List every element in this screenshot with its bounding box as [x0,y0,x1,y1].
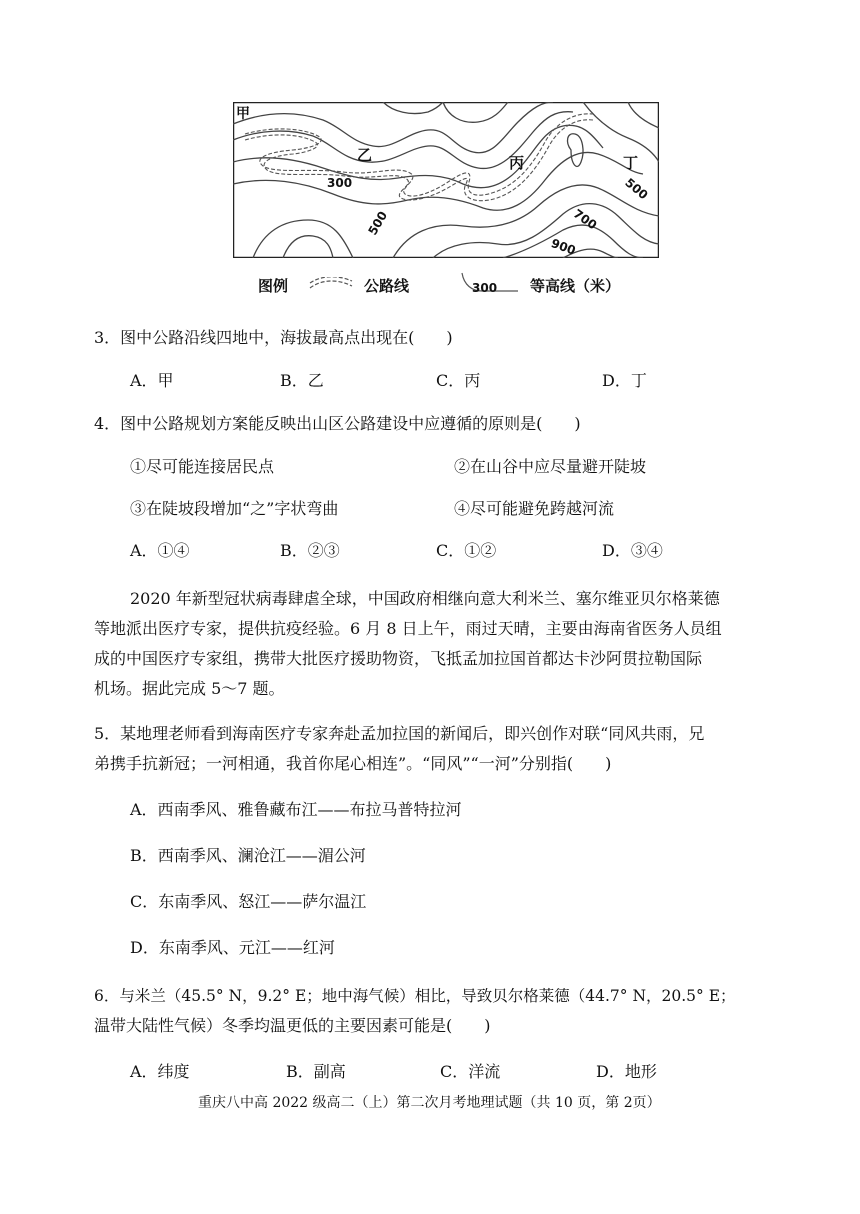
contour-value-label: 500 [622,175,651,203]
q5-option-c[interactable]: C．东南季风、怒江——萨尔温江 [130,892,367,911]
material-line-1: 2020 年新型冠状病毒肆虐全球，中国政府相继向意大利米兰、塞尔维亚贝尔格莱德 [130,589,720,608]
q6-option-a[interactable]: A．纬度 [130,1062,190,1081]
contour-value-label: 500 [365,208,391,238]
question-5-stem-line-2: 弟携手抗新冠；一河相通，我首你尾心相连”。“同风”“一河”分别指( ) [94,754,612,773]
q4-option-b[interactable]: B．②③ [280,541,340,560]
place-label-ding: 丁 [623,154,639,172]
material-line-2: 等地派出医疗专家，提供抗疫经验。6 月 8 日上午，雨过天晴，主要由海南省医务人员组 [94,619,722,638]
contour-value-label: 300 [327,176,353,190]
q6-option-b[interactable]: B．副高 [286,1062,346,1081]
place-label-bing: 丙 [509,154,525,172]
question-3-stem: 3．图中公路沿线四地中，海拔最高点出现在( ) [94,328,453,347]
q3-option-a[interactable]: A．甲 [130,371,174,390]
place-label-yi: 乙 [357,146,373,164]
q4-option-d[interactable]: D．③④ [602,541,663,560]
material-line-4: 机场。据此完成 5～7 题。 [94,679,285,698]
question-4-stem: 4．图中公路规划方案能反映出山区公路建设中应遵循的原则是( ) [94,414,581,433]
material-line-3: 成的中国医疗专家组，携带大批医疗援助物资，飞抵孟加拉国首都达卡沙阿贯拉勒国际 [94,649,703,668]
q3-option-d[interactable]: D．丁 [602,371,647,390]
q4-option-a[interactable]: A．①④ [130,541,190,560]
q6-option-d[interactable]: D．地形 [596,1062,657,1081]
q4-item-3: ③在陡坡段增加“之”字状弯曲 [130,499,339,518]
question-5-stem-line-1: 5．某地理老师看到海南医疗专家奔赴孟加拉国的新闻后，即兴创作对联“同风共雨，兄 [94,724,705,743]
legend-title: 图例 [258,277,289,295]
legend-contour-label: 等高线（米） [530,277,621,295]
q4-item-2: ②在山谷中应尽量避开陡坡 [454,457,647,476]
q5-option-a[interactable]: A．西南季风、雅鲁藏布江——布拉马普特拉河 [130,800,462,819]
q4-item-1: ①尽可能连接居民点 [130,457,275,476]
contour-value-label: 700 [570,206,600,233]
q3-option-b[interactable]: B．乙 [280,371,324,390]
question-6-stem-line-1: 6．与米兰（45.5° N，9.2° E；地中海气候）相比，导致贝尔格莱德（44.7° N，20.5° E； [94,987,736,1005]
legend-road-label: 公路线 [364,277,410,295]
road-legend-icon [308,277,354,291]
q3-option-c[interactable]: C．丙 [436,371,481,390]
q4-item-4: ④尽可能避免跨越河流 [454,499,615,518]
question-6-stem-line-2: 温带大陆性气候）冬季均温更低的主要因素可能是( ) [94,1016,491,1035]
legend-contour-value: 300 [472,281,498,295]
map-legend [258,275,638,297]
contour-value-label: 900 [549,236,578,258]
q4-option-c[interactable]: C．①② [436,541,497,560]
q5-option-d[interactable]: D．东南季风、元江——红河 [130,938,335,957]
q6-option-c[interactable]: C．洋流 [440,1062,501,1081]
q5-option-b[interactable]: B．西南季风、澜沧江——湄公河 [130,846,366,865]
contour-map [233,102,659,258]
page-footer: 重庆八中高 2022 级高二（上）第二次月考地理试题（共 10 页，第 2页） [198,1095,661,1111]
place-label-jia: 甲 [236,106,250,122]
